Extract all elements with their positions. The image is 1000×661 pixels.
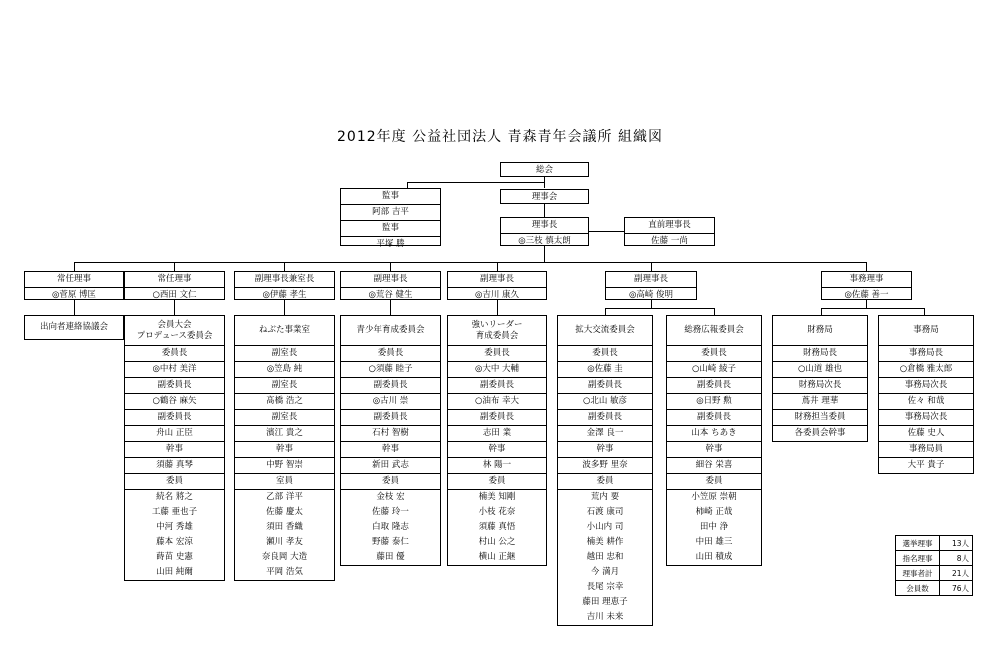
committee-row: 蒔苗 史憲 bbox=[156, 552, 193, 562]
committee-row: 続名 將之 bbox=[156, 492, 193, 502]
committee-header bbox=[25, 316, 123, 339]
stats-row bbox=[896, 581, 973, 596]
president-box bbox=[500, 217, 589, 246]
committee-row: 副委員長 bbox=[341, 410, 440, 426]
committee-row: 横山 正継 bbox=[478, 552, 516, 562]
executive-name: ◎荒谷 健生 bbox=[368, 290, 413, 300]
committee-row: ○北山 敏彦 bbox=[558, 394, 652, 410]
executive-box-5 bbox=[447, 271, 547, 300]
committee-row: 事務局次長 bbox=[879, 378, 973, 394]
committee-row: 須田 香織 bbox=[266, 522, 303, 532]
board-box bbox=[500, 189, 589, 204]
executive-name: ◎佐藤 善一 bbox=[844, 290, 889, 300]
committee-row: 佐藤 史人 bbox=[879, 426, 973, 442]
committee-row: 須藤 真悟 bbox=[478, 522, 516, 532]
auditor-role-1: 監事 bbox=[341, 189, 440, 205]
executive-name: ◎菅原 博匡 bbox=[51, 290, 97, 300]
committee-header bbox=[125, 316, 224, 346]
committee-row: 副委員長 bbox=[125, 410, 224, 426]
committee-row: 金枝 宏 bbox=[376, 492, 405, 502]
executive-box-6 bbox=[605, 271, 697, 300]
general-assembly-box bbox=[500, 162, 589, 177]
committee-row: 委員長 bbox=[125, 346, 224, 362]
committee-header bbox=[667, 316, 761, 346]
committee-row: ◎古川 崇 bbox=[341, 394, 440, 410]
committee-row: 蔦井 理華 bbox=[773, 394, 867, 410]
committee-row: ◎大中 大輔 bbox=[448, 362, 546, 378]
committee-row: ○須藤 睦子 bbox=[341, 362, 440, 378]
committee-row: 小笠原 崇朝 bbox=[691, 492, 737, 502]
committee-general-affairs-pr bbox=[666, 315, 762, 566]
executive-role: 副理事長 bbox=[606, 272, 696, 288]
committee-row: 事務局長 bbox=[879, 346, 973, 362]
committee-row: 事務局次長 bbox=[879, 410, 973, 426]
committee-header-line: 総務広報委員会 bbox=[684, 325, 744, 335]
executive-name: ○西田 文仁 bbox=[152, 290, 197, 300]
stats-label: 理事者計 bbox=[896, 566, 940, 581]
committee-header-line: 出向者連絡協議会 bbox=[39, 322, 108, 332]
committee-row: 髙橋 浩之 bbox=[235, 394, 334, 410]
committee-row: ○倉橋 雅太郎 bbox=[879, 362, 973, 378]
auditor-box bbox=[340, 188, 441, 249]
committee-row: 副委員長 bbox=[341, 378, 440, 394]
committee-row: 白取 隆志 bbox=[372, 522, 409, 532]
committee-leader-development bbox=[447, 315, 547, 566]
committee-row: 平岡 浩気 bbox=[266, 567, 303, 577]
committee-header bbox=[341, 316, 440, 346]
past-president-name: 佐藤 一尚 bbox=[651, 236, 688, 246]
committee-row: 佐藤 慶太 bbox=[266, 507, 303, 517]
executive-box-3 bbox=[234, 271, 335, 300]
committee-row: 志田 業 bbox=[448, 426, 546, 442]
committee-header-line: ねぶた事業室 bbox=[258, 325, 310, 335]
executive-role: 事務理事 bbox=[822, 272, 911, 288]
committee-expansion-exchange bbox=[557, 315, 653, 626]
committee-row: 中田 雄三 bbox=[695, 537, 733, 547]
committee-row: 越田 忠和 bbox=[586, 552, 624, 562]
committee-header bbox=[558, 316, 652, 346]
committee-row: 委員 bbox=[667, 474, 761, 490]
committee-row: 柿崎 正哉 bbox=[695, 507, 733, 517]
stats-value: 76人 bbox=[940, 581, 973, 596]
committee-row: 楠美 知剛 bbox=[478, 492, 516, 502]
committee-header-line: 育成委員会 bbox=[475, 330, 519, 341]
executive-box-2 bbox=[124, 271, 225, 300]
committee-row: 小山内 司 bbox=[586, 522, 624, 532]
committee-row: 各委員会幹事 bbox=[794, 428, 846, 438]
committee-row: 乙部 洋平 bbox=[266, 492, 303, 502]
committee-row: 副室長 bbox=[235, 346, 334, 362]
executive-role: 常任理事 bbox=[25, 272, 123, 288]
committee-row: 財務局長 bbox=[773, 346, 867, 362]
executive-role: 常任理事 bbox=[125, 272, 224, 288]
committee-row: 幹事 bbox=[125, 442, 224, 458]
committee-row: ◎佐藤 圭 bbox=[558, 362, 652, 378]
committee-header bbox=[235, 316, 334, 346]
committee-row: 委員 bbox=[558, 474, 652, 490]
committee-row: 石渡 康司 bbox=[586, 507, 624, 517]
auditor-name-1: 阿部 吉平 bbox=[341, 205, 440, 221]
stats-label: 指名理事 bbox=[896, 551, 940, 566]
committee-row: 濱江 貴之 bbox=[235, 426, 334, 442]
committee-row: 須藤 真琴 bbox=[125, 458, 224, 474]
committee-members-convention bbox=[124, 315, 225, 581]
committee-header-line: 財務局 bbox=[807, 325, 833, 335]
committee-secretariat bbox=[878, 315, 974, 474]
committee-row: 幹事 bbox=[558, 442, 652, 458]
committee-row: 中河 秀雄 bbox=[156, 522, 193, 532]
executive-role: 副理事長兼室長 bbox=[235, 272, 334, 288]
committee-header bbox=[773, 316, 867, 346]
stats-value: 13人 bbox=[940, 536, 973, 551]
committee-row: ◎中村 美洋 bbox=[125, 362, 224, 378]
committee-row: 波多野 里奈 bbox=[558, 458, 652, 474]
committee-row: 佐々 和哉 bbox=[879, 394, 973, 410]
executive-role: 副理事長 bbox=[448, 272, 546, 288]
committee-header-line: 青少年育成委員会 bbox=[356, 325, 425, 335]
chart-title: 2012年度 公益社団法人 青森青年会議所 組織図 bbox=[337, 129, 663, 145]
committee-row: 中野 智崇 bbox=[235, 458, 334, 474]
committee-row: 委員長 bbox=[448, 346, 546, 362]
committee-nebuta-office bbox=[234, 315, 335, 581]
committee-row: 工藤 亜也子 bbox=[151, 507, 198, 517]
member-stats-table bbox=[895, 535, 973, 596]
committee-header-line: プロデュース委員会 bbox=[136, 330, 213, 341]
committee-row: 委員長 bbox=[341, 346, 440, 362]
committee-finance-bureau bbox=[772, 315, 868, 442]
committee-row: 幹事 bbox=[448, 442, 546, 458]
executive-name: ◎伊藤 孝生 bbox=[262, 290, 307, 300]
executive-name: ◎吉川 康久 bbox=[474, 290, 520, 300]
stats-label: 会員数 bbox=[896, 581, 940, 596]
committee-row: 幹事 bbox=[235, 442, 334, 458]
committee-row: 委員 bbox=[125, 474, 224, 490]
committee-row: 大平 貴子 bbox=[907, 460, 945, 470]
committee-row: 副室長 bbox=[235, 378, 334, 394]
committee-row: 村山 公之 bbox=[478, 537, 516, 547]
executive-role: 副理事長 bbox=[341, 272, 440, 288]
committee-row: 金澤 良一 bbox=[558, 426, 652, 442]
auditor-role-2: 監事 bbox=[341, 221, 440, 237]
committee-row: 藤田 理恵子 bbox=[582, 597, 628, 607]
committee-row: 今 満月 bbox=[590, 567, 620, 577]
executive-box-7 bbox=[821, 271, 912, 300]
committee-row: 石村 智樹 bbox=[341, 426, 440, 442]
committee-row: 財務局次長 bbox=[773, 378, 867, 394]
committee-row: ◎日野 勲 bbox=[667, 394, 761, 410]
committee-header-line: 強いリーダー bbox=[471, 319, 523, 330]
executive-box-1 bbox=[24, 271, 124, 300]
committee-row: ○山崎 綾子 bbox=[667, 362, 761, 378]
committee-row: 長尾 宗幸 bbox=[586, 582, 624, 592]
committee-row: ○鶴谷 麻矢 bbox=[125, 394, 224, 410]
committee-header-line: 事務局 bbox=[913, 325, 939, 335]
executive-box-4 bbox=[340, 271, 441, 300]
committee-row: 藤田 優 bbox=[376, 552, 405, 562]
committee-row: 委員長 bbox=[667, 346, 761, 362]
committee-row: 委員 bbox=[341, 474, 440, 490]
general-assembly-label: 総会 bbox=[535, 165, 553, 175]
committee-row: 副委員長 bbox=[667, 410, 761, 426]
committee-row: 舟山 正臣 bbox=[125, 426, 224, 442]
committee-row: 野藤 泰仁 bbox=[372, 537, 409, 547]
committee-row: 藤本 宏涼 bbox=[156, 537, 193, 547]
committee-youth-development bbox=[340, 315, 441, 566]
committee-row: 幹事 bbox=[341, 442, 440, 458]
committee-header-line: 拡大交流委員会 bbox=[575, 325, 635, 335]
committee-row: 小枝 花奈 bbox=[478, 507, 516, 517]
committee-row: 田中 浄 bbox=[699, 522, 729, 532]
committee-row: ○油布 幸大 bbox=[448, 394, 546, 410]
president-name: ◎三枝 慎太朗 bbox=[518, 236, 571, 246]
committee-header bbox=[448, 316, 546, 346]
stats-row bbox=[896, 551, 973, 566]
executive-name: ◎高崎 俊明 bbox=[628, 290, 674, 300]
committee-row: 林 陽一 bbox=[448, 458, 546, 474]
committee-row: 委員 bbox=[448, 474, 546, 490]
stats-value: 8人 bbox=[940, 551, 973, 566]
board-label: 理事会 bbox=[531, 192, 558, 202]
committee-row: 事務局員 bbox=[879, 442, 973, 458]
committee-row: 楠美 耕作 bbox=[586, 537, 624, 547]
committee-row: 副室長 bbox=[235, 410, 334, 426]
committee-header-line: 会員大会 bbox=[157, 319, 192, 330]
committee-row: 副委員長 bbox=[558, 410, 652, 426]
committee-row: 財務担当委員 bbox=[773, 410, 867, 426]
committee-row: ◎笠島 純 bbox=[235, 362, 334, 378]
committee-row: 吉川 未来 bbox=[586, 612, 624, 622]
committee-row: 新田 武志 bbox=[341, 458, 440, 474]
committee-row: 副委員長 bbox=[667, 378, 761, 394]
stats-value: 21人 bbox=[940, 566, 973, 581]
committee-row: 副委員長 bbox=[125, 378, 224, 394]
past-president-role: 直前理事長 bbox=[625, 218, 714, 234]
past-president-box bbox=[624, 217, 715, 246]
auditor-name-2: 平塚 勝 bbox=[376, 239, 405, 249]
committee-row: ○山道 雄也 bbox=[773, 362, 867, 378]
stats-label: 選挙理事 bbox=[896, 536, 940, 551]
committee-row: 細谷 栄喜 bbox=[667, 458, 761, 474]
committee-row: 室員 bbox=[235, 474, 334, 490]
committee-row: 佐藤 玲一 bbox=[372, 507, 409, 517]
committee-row: 委員長 bbox=[558, 346, 652, 362]
president-role: 理事長 bbox=[501, 218, 588, 234]
committee-row: 山田 純爾 bbox=[156, 567, 193, 577]
stats-row bbox=[896, 566, 973, 581]
committee-header bbox=[879, 316, 973, 346]
committee-row: 副委員長 bbox=[448, 410, 546, 426]
committee-row: 副委員長 bbox=[448, 378, 546, 394]
stats-row bbox=[896, 536, 973, 551]
committee-row: 山本 ちあき bbox=[667, 426, 761, 442]
committee-row: 副委員長 bbox=[558, 378, 652, 394]
committee-row: 山田 積成 bbox=[695, 552, 733, 562]
committee-row: 荒内 要 bbox=[590, 492, 620, 502]
committee-row: 奈良岡 大造 bbox=[261, 552, 308, 562]
committee-liaison bbox=[24, 315, 124, 340]
committee-row: 幹事 bbox=[667, 442, 761, 458]
committee-row: 瀬川 孝友 bbox=[266, 537, 303, 547]
